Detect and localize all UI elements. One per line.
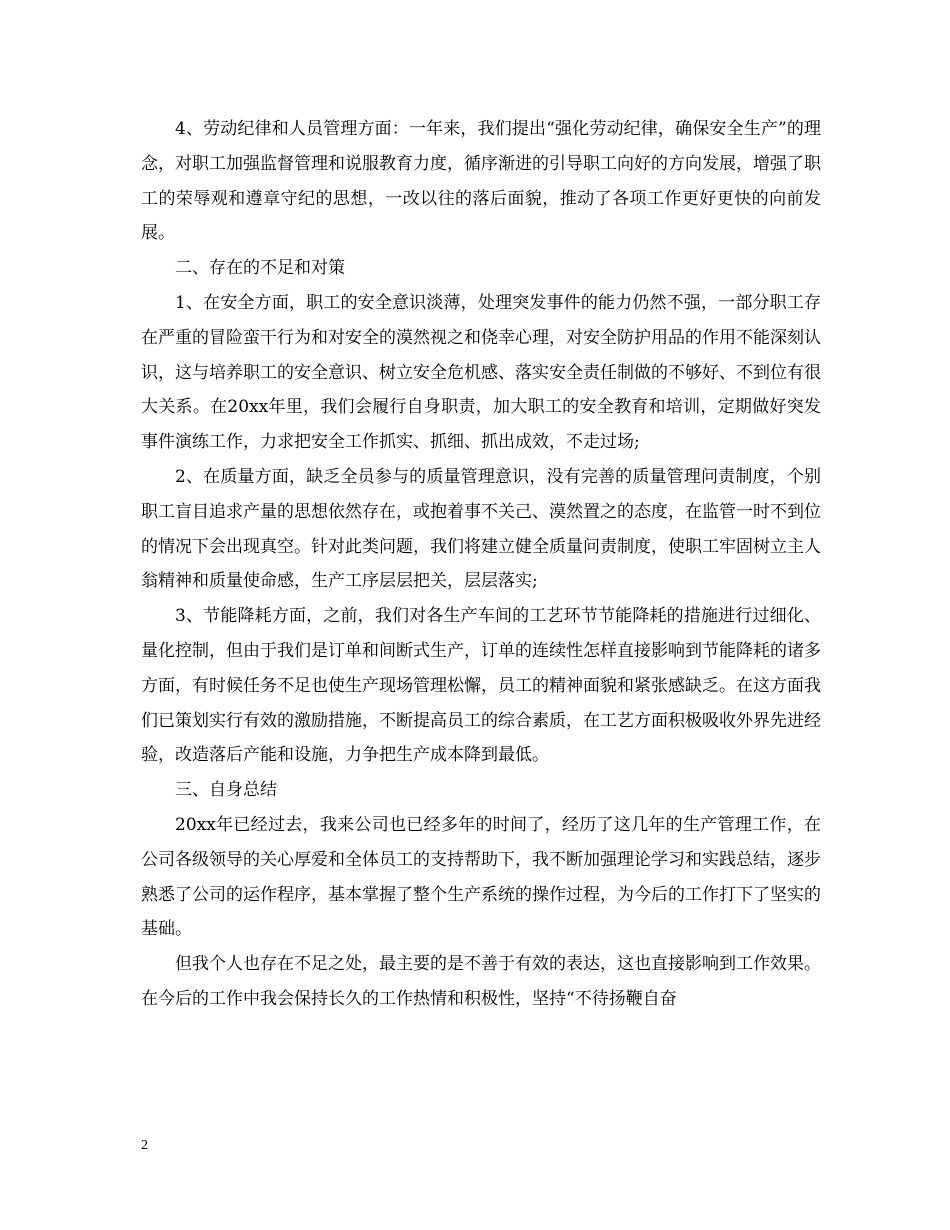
paragraph-quality: 2、在质量方面，缺乏全员参与的质量管理意识，没有完善的质量管理问责制度，个别职工盲目追求产量的思想依然存在，或抱着事不关己、漠然置之的态度，在监管一时不到位的情况下会出现真空。针对此类问题，我们将建立健全质量问责制度，使职工牢固树立主人翁精神和质量使命感，生产工序层层把关，层层落实; bbox=[141, 466, 821, 592]
paragraph-safety: 1、在安全方面，职工的安全意识淡薄，处理突发事件的能力仍然不强，一部分职工存在严重的冒险蛮干行为和对安全的漠然视之和侥幸心理，对安全防护用品的作用不能深刻认识，这与培养职工的安全意识、树立安全危机感、落实安全责任制做的不够好、不到位有很大关系。在20xx年里，我们会履行自身职责，加大职工的安全教育和培训，定期做好突发事件演练工作，力求把安全工作抓实、抓细、抓出成效，不走过场; bbox=[141, 292, 821, 453]
paragraph-self-summary: 20xx年已经过去，我来公司也已经多年的时间了，经历了这几年的生产管理工作，在公司各级领导的关心厚爱和全体员工的支持帮助下，我不断加强理论学习和实践总结，逐步熟悉了公司的运作程序，基本掌握了整个生产系统的操作过程，为今后的工作打下了坚实的基础。 bbox=[141, 814, 821, 940]
paragraph-energy-saving: 3、节能降耗方面，之前，我们对各生产车间的工艺环节节能降耗的措施进行过细化、量化控制，但由于我们是订单和间断式生产，订单的连续性怎样直接影响到节能降耗的诸多方面，有时候任务不足也使生产现场管理松懈，员工的精神面貌和紧张感缺乏。在这方面我们已策划实行有效的激励措施，不断提高员工的综合素质，在工艺方面积极吸收外界先进经验，改造落后产能和设施，力争把生产成本降到最低。 bbox=[141, 606, 821, 766]
paragraph-labor-discipline: 4、劳动纪律和人员管理方面：一年来，我们提出“强化劳动纪律，确保安全生产”的理念，对职工加强监督管理和说服教育力度，循序渐进的引导职工向好的方向发展，增强了职工的荣辱观和遵章守纪的思想，一改以往的落后面貌，推动了各项工作更好更快的向前发展。 bbox=[141, 119, 821, 244]
section-heading-shortcomings: 二、存在的不足和对策 bbox=[175, 258, 345, 279]
page-number: 2 bbox=[141, 1138, 148, 1153]
section-heading-self-summary: 三、自身总结 bbox=[175, 780, 277, 801]
paragraph-personal-shortcomings: 但我个人也存在不足之处，最主要的是不善于有效的表达，这也直接影响到工作效果。在今后的工作中我会保持长久的工作热情和积极性，坚持“不待扬鞭自奋 bbox=[141, 954, 821, 1009]
document-body bbox=[141, 112, 821, 1017]
